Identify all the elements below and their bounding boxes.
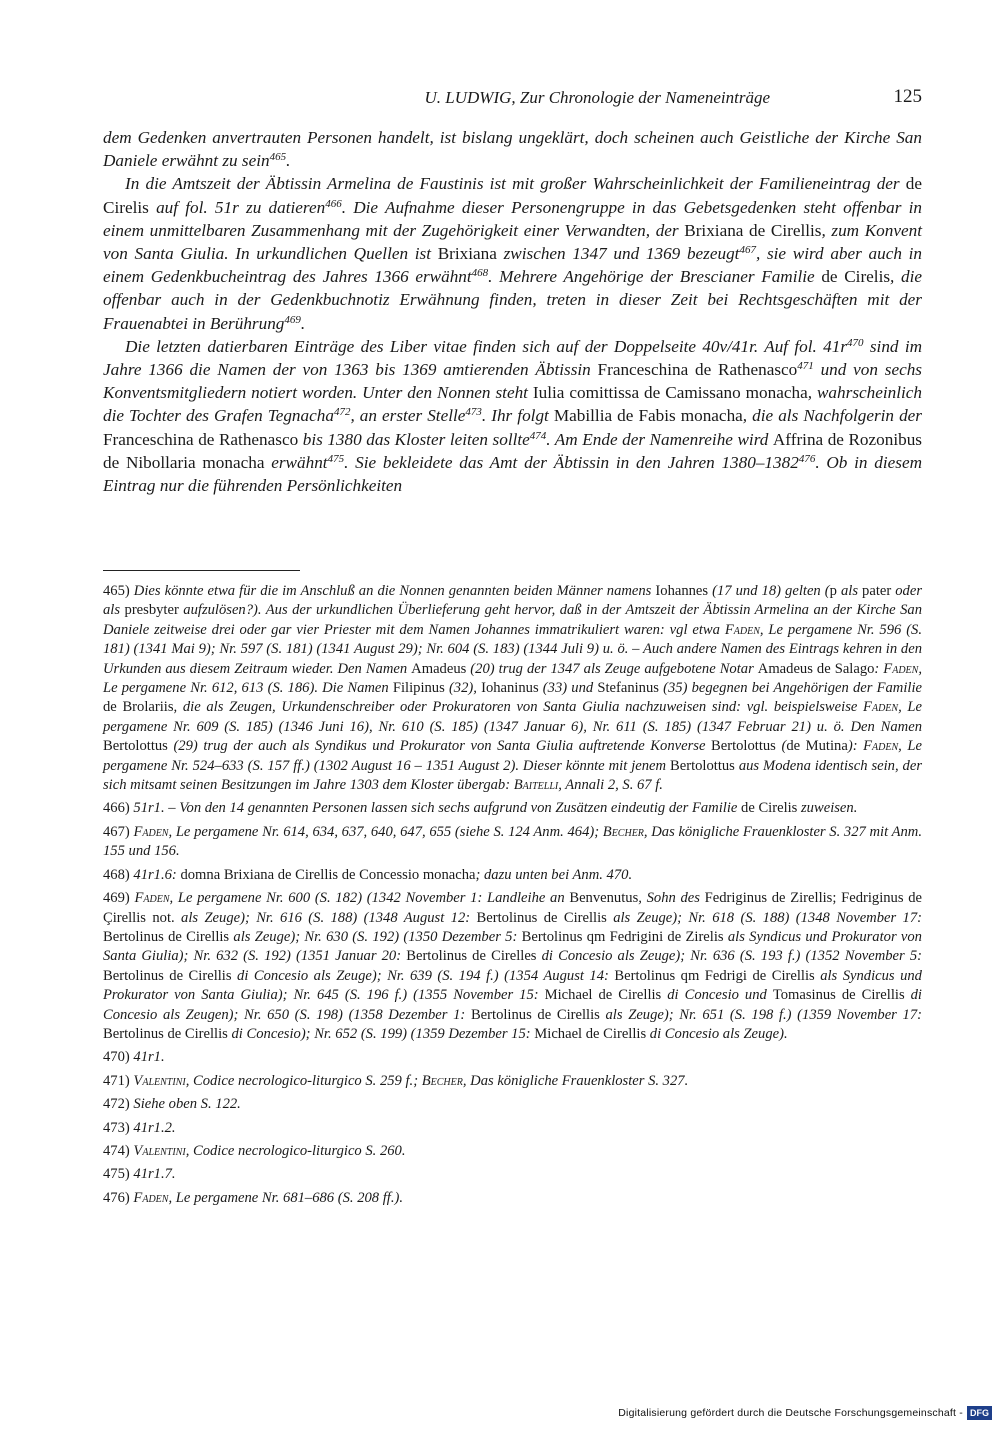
footnote-number: 469) [103, 890, 130, 907]
text-run: , die als Nachfolgerin der [742, 406, 922, 426]
text-run: . [286, 151, 291, 171]
author-name: Faden [863, 738, 899, 755]
footnote-ref: 471 [797, 360, 814, 373]
footnote-number: 476) [103, 1189, 130, 1206]
running-head: U. LUDWIG, Zur Chronologie der Nameneinträge [424, 88, 770, 107]
author-name: Faden [883, 660, 919, 677]
footnote-ref: 467 [739, 244, 756, 257]
source-name: Amadeus de Salago [757, 660, 875, 677]
text-run: In die Amtszeit der Äbtissin Armelina de Faustinis ist mit großer Wahrscheinlichkeit der Familieneintrag der [125, 174, 906, 194]
source-name: de Cirelis [103, 174, 922, 217]
source-name: Franceschina de Rathenasco [597, 360, 798, 380]
text-run: , wahrscheinlich die Tochter des Grafen Tegnacha [103, 383, 922, 426]
text-run: di Concesio als Zeugen); Nr. 650 (S. 198) (1358 Dezember 1: [103, 987, 922, 1023]
footnote-469 [103, 889, 922, 1044]
text-run: als Zeuge); Nr. 616 (S. 188) (1348 August 12: [174, 909, 477, 926]
footnote-number: 466) [103, 800, 130, 817]
source-name: Benvenutus [569, 890, 639, 907]
text-run: , Le pergamene Nr. 524–633 (S. 157 ff.) (1302 August 16 – 1351 August 2). Dieser könnte mit jenem [103, 738, 922, 774]
footnote-475 [103, 1165, 922, 1184]
text-run: aus Modena identisch sein, der sich mitsamt seinen Besitzungen im Jahre 1303 dem Kloster übergab: [103, 757, 922, 794]
text-run: , Codice necrologico-liturgico S. 259 f.; [185, 1072, 422, 1089]
author-name: Faden [133, 823, 169, 840]
source-name: p [829, 583, 837, 599]
text-run: , an erster Stelle [350, 406, 466, 426]
footnote-470 [103, 1048, 922, 1067]
footnote-number: 475) [103, 1166, 130, 1183]
text-run: ): [847, 738, 864, 755]
author-name: Becher [602, 823, 644, 840]
text-run: , Codice necrologico-liturgico S. 260. [185, 1142, 406, 1159]
text-run: dem Gedenken anvertrauten Personen handelt, ist bislang ungeklärt, doch scheinen auch Geistliche der Kirche San Daniele erwähnt zu sein [103, 128, 922, 171]
footnote-ref: 474 [529, 429, 547, 442]
text-run: als [836, 583, 863, 599]
text-run: : [874, 660, 884, 677]
source-name: de Cirelis [741, 800, 798, 817]
text-run: als Zeuge); Nr. 618 (S. 188) (1348 November 17: [606, 909, 923, 926]
text-run: di Concesio als Zeuge). [646, 1025, 788, 1042]
footnote-ref: 468 [471, 267, 489, 280]
source-name: Mabillia de Fabis monacha [553, 406, 743, 426]
source-name: domna Brixiana de Cirellis de Concessio monacha [180, 866, 476, 883]
text-run: als Syndicus und Prokurator von Santa Giulia); Nr. 632 (S. 192) (1351 Januar 20: [103, 928, 922, 965]
source-name: Iohannes [655, 583, 709, 599]
text-run: 41r1. [129, 1049, 165, 1066]
paragraph-1 [103, 126, 922, 172]
text-run: di Concesio als Zeuge); Nr. 636 (S. 193 f.) (1352 November 5: [536, 948, 922, 965]
text-run: auf fol. 51r zu datieren [148, 197, 326, 217]
source-name: Franceschina de Rathenasco [103, 429, 299, 449]
text-run: zwischen 1347 und 1369 bezeugt [496, 244, 740, 264]
footnote-ref: 476 [798, 452, 816, 465]
text-run: Die letzten datierbaren Einträge des Liber vitae finden sich auf der Doppelseite 40v/41r. Auf fol. 41r [125, 336, 848, 356]
footnotes [103, 582, 922, 1212]
author-name: Valentini [133, 1072, 186, 1089]
source-name: Bertolinus de Cirellis [103, 928, 230, 945]
footnote-471 [103, 1072, 922, 1091]
dfg-credit-text: Digitalisierung gefördert durch die Deutsche Forschungsgemeinschaft - [618, 1407, 963, 1419]
text-run: bis 1380 das Kloster leiten sollte [298, 429, 530, 449]
text-run: , Le pergamene Nr. 600 (S. 182) (1342 November 1: Landleihe an [169, 890, 570, 907]
source-name: Brixiana [437, 244, 497, 264]
text-run: oder als [103, 583, 923, 619]
text-run: als Zeuge); Nr. 630 (S. 192) (1350 Dezember 5: [229, 928, 522, 945]
footnote-465 [103, 582, 922, 795]
source-name: Bertolinus de Cirelles [406, 948, 537, 965]
footnote-ref: 473 [465, 406, 482, 419]
footnote-468 [103, 866, 922, 885]
footnote-number: 473) [103, 1119, 130, 1136]
text-run: . Sie bekleidete das Amt der Äbtissin in den Jahren 1380–1382 [344, 452, 799, 472]
source-name: Michael de Cirellis [544, 987, 662, 1004]
footnote-467 [103, 823, 922, 862]
text-run: , Das königliche Frauenkloster S. 327 mit Anm. 155 und 156. [103, 823, 922, 860]
author-name: Faden [134, 890, 170, 907]
text-run: , Sohn des [638, 890, 705, 907]
text-run: erwähnt [264, 452, 328, 472]
text-run: (35) begegnen bei Angehörigen der Familie [658, 680, 922, 697]
paragraph-3 [103, 335, 922, 497]
text-run: (32), [444, 680, 482, 697]
paragraph-2 [103, 172, 922, 334]
source-name: Iohaninus [481, 680, 539, 697]
text-run: . Ob in diesem Eintrag nur die führenden Persönlichkeiten [103, 452, 922, 496]
text-run: . Ihr folgt [481, 406, 554, 426]
footnote-number: 474) [103, 1142, 130, 1159]
text-run: di Concesio und [661, 987, 773, 1004]
text-run: als Syndicus und Prokurator von Santa Giulia); Nr. 645 (S. 196 f.) (1355 November 15: [103, 967, 922, 1004]
footnote-466 [103, 799, 922, 818]
source-name: presbyter [124, 602, 179, 619]
source-name: Stefaninus [597, 680, 659, 697]
text-run: 51r1. – Von den 14 genannten Personen lassen sich sechs aufgrund von Zusätzen eindeutig der Familie [129, 800, 742, 817]
footnote-ref: 469 [284, 313, 301, 326]
text-run: zuweisen. [797, 800, 858, 817]
footnote-number: 471) [103, 1072, 130, 1089]
source-name: Bertolinus qm Fedrigi de Cirellis [614, 967, 815, 984]
text-run: Siehe oben S. 122. [129, 1096, 241, 1113]
author-name: Faden [863, 699, 899, 716]
author-name: Faden [133, 1189, 169, 1206]
source-name: Fedriginus de Zirellis; Fedriginus de Çirellis not. [103, 890, 922, 926]
footnote-number: 470) [103, 1049, 130, 1066]
text-run: und von sechs Konventsmitgliedern notiert worden. Unter den Nonnen steht [103, 360, 922, 403]
text-run: ; dazu unten bei Anm. 470. [475, 866, 633, 883]
dfg-logo: DFG [967, 1406, 992, 1420]
author-name: Faden [724, 621, 760, 638]
source-name: Bertolottus [103, 738, 168, 755]
text-run: 41r1.2. [129, 1119, 176, 1136]
main-text [103, 126, 922, 497]
text-run: als Zeuge); Nr. 651 (S. 198 f.) (1359 November 17: [599, 1006, 922, 1023]
footnote-474 [103, 1142, 922, 1161]
author-name: Baitelli [513, 777, 559, 794]
footnote-473 [103, 1119, 922, 1138]
footnote-ref: 465 [269, 151, 287, 164]
source-name: Bertolinus de Cirellis [103, 967, 232, 984]
source-name: Bertolinus de Cirellis [470, 1006, 600, 1023]
text-run: , Le pergamene Nr. 596 (S. 181) (1341 Mai 9); Nr. 597 (S. 181) (1341 August 29); Nr. 604 (S. 183) (1344 Juli 9) u. ö. – Auch andere Namen des Eintrags kehren in den Urkunden aus diesem Zeitraum wieder. Den Namen [103, 621, 922, 677]
author-name: Valentini [133, 1142, 186, 1159]
footnote-number: 468) [103, 866, 130, 883]
footnote-number: 467) [103, 823, 130, 840]
text-run: . Mehrere Angehörige der Brescianer Familie [488, 267, 822, 287]
footnote-number: 465) [103, 583, 130, 599]
source-name: Bertolinus qm Fedrigini de Zirelis [521, 928, 724, 945]
text-run: 41r1.6: [129, 866, 181, 883]
text-run: , sie wird aber auch in einem Gedenkbucheintrag des Jahres 1366 erwähnt [103, 244, 922, 287]
text-run: Dies könnte etwa für die im Anschluß an die Nonnen genannten beiden Männer namens [129, 583, 656, 599]
text-run: (17 und 18) gelten ( [708, 583, 830, 599]
text-run: sind im Jahre 1366 die Namen der von 1363 bis 1369 amtierenden Äbtissin [103, 336, 923, 380]
source-name: Brixiana de Cirellis [684, 220, 822, 240]
source-name: Amadeus [411, 660, 467, 677]
text-run: 41r1.7. [129, 1166, 176, 1183]
text-run: (20) trug der 1347 als Zeuge aufgebotene Notar [466, 660, 758, 677]
footnote-number: 472) [103, 1096, 130, 1113]
author-name: Becher [421, 1072, 463, 1089]
text-run: ( [775, 738, 787, 755]
digitization-credit [618, 1405, 992, 1421]
footnote-472 [103, 1095, 922, 1114]
footnote-divider [103, 570, 300, 571]
text-run: (29) trug der auch als Syndikus und Prokurator von Santa Giulia auftretende Konverse [167, 738, 711, 755]
text-run: , Das königliche Frauenkloster S. 327. [462, 1072, 689, 1089]
source-name: Iulia comittissa de Camissano monacha [532, 383, 808, 403]
source-name: Bertolottus [670, 757, 735, 774]
text-run: . Die Aufnahme dieser Personengruppe in das Gebetsgedenken steht offenbar in einem unmittelbaren Zusammenhang mit der Zugehörigkeit einer Verwandten, der [103, 197, 922, 240]
source-name: Affrina de Rozonibus de Nibollaria monacha [103, 429, 922, 472]
text-run: di Concesio als Zeuge); Nr. 639 (S. 194 f.) (1354 August 14: [231, 967, 615, 984]
footnote-ref: 466 [325, 197, 342, 210]
footnote-ref: 470 [847, 336, 864, 349]
source-name: Bertolinus de Cirellis [476, 909, 607, 926]
text-run: , Le pergamene Nr. 614, 634, 637, 640, 647, 655 (siehe S. 124 Anm. 464); [168, 823, 603, 840]
footnote-ref: 472 [333, 406, 351, 419]
source-name: de Mutina [786, 738, 848, 755]
text-run: , Annali 2, S. 67 f. [558, 777, 663, 794]
footnote-ref: 475 [327, 452, 345, 465]
text-run: , Le pergamene Nr. 609 (S. 185) (1346 Juni 16), Nr. 610 (S. 185) (1347 Januar 6), Nr. 611 (S. 185) (1347 Februar 21) u. ö. Den Namen [103, 699, 922, 735]
text-run: , die als Zeugen, Urkundenschreiber oder Prokuratoren von Santa Giulia nachzuweisen sind: vgl. beispielsweise [173, 699, 864, 716]
page-header [0, 84, 1000, 114]
source-name: Bertolottus [711, 738, 776, 755]
source-name: Michael de Cirellis [534, 1025, 647, 1042]
text-run: . Am Ende der Namenreihe wird [546, 429, 773, 449]
text-run: , Le pergamene Nr. 681–686 (S. 208 ff.). [168, 1189, 404, 1206]
page-number: 125 [893, 86, 922, 107]
source-name: Filipinus [392, 680, 445, 697]
text-run: , die offenbar auch in der Gedenkbuchnotiz Erwähnung finden, treten in dieser Zeit bei Rechtsgeschäften mit der Frauenabtei in Berührung [103, 267, 922, 333]
footnote-476 [103, 1189, 922, 1208]
source-name: de Cirelis [821, 267, 891, 287]
source-name: Tomasinus de Cirellis [772, 987, 905, 1004]
source-name: de Brolariis [103, 699, 174, 716]
source-name: pater [862, 583, 892, 599]
text-run: (33) und [538, 680, 598, 697]
text-run: , Le pergamene Nr. 612, 613 (S. 186). Die Namen [103, 660, 922, 697]
text-run: di Concesio); Nr. 652 (S. 199) (1359 Dezember 15: [227, 1025, 535, 1042]
text-run: aufzulösen?). Aus der urkundlichen Überlieferung geht hervor, daß in der Amtszeit der Äbtissin Armelina an der Kirche San Daniele zeitweise drei oder gar vier Priester mit dem Namen Johannes immatrikuliert waren: vgl etwa [103, 602, 922, 638]
text-run: , zum Konvent von Santa Giulia. In urkundlichen Quellen ist [103, 220, 922, 264]
source-name: Bertolinus de Cirellis [103, 1025, 228, 1042]
text-run: . [300, 313, 306, 333]
